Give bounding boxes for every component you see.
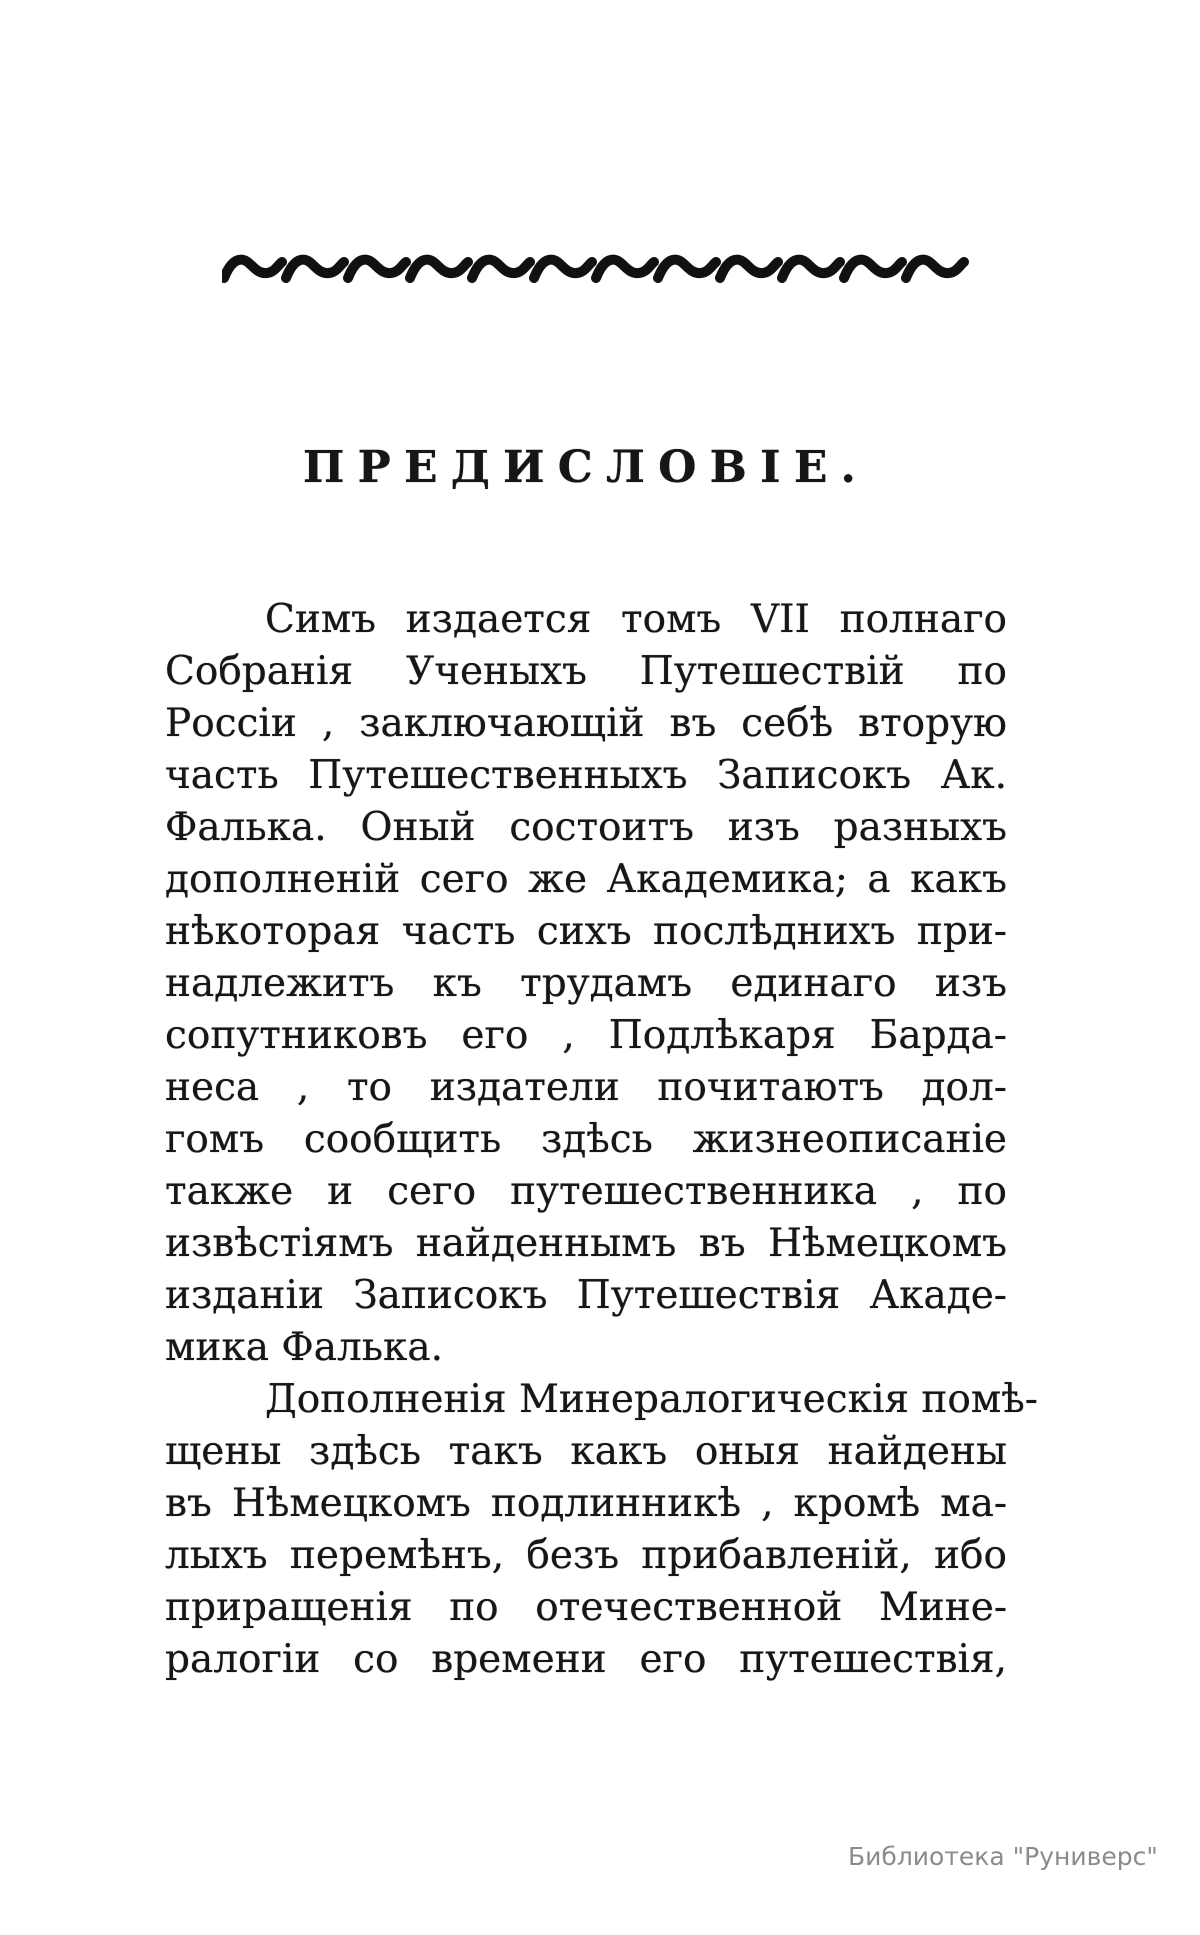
text-line: нѣкоторая часть сихъ послѣднихъ при- [165,909,1007,954]
text-line: часть Путешественныхъ Записокъ Ак. [165,753,1007,798]
text-line: Собранія Ученыхъ Путешествій по [165,649,1007,694]
text-line: изданіи Записокъ Путешествія Акаде- [165,1273,1007,1318]
text-line: щены здѣсь такъ какъ оныя найдены [165,1429,1007,1474]
text-line: сопутниковъ его , Подлѣкаря Барда- [165,1013,1007,1058]
text-line: гомъ сообщить здѣсь жизнеописаніе [165,1117,1007,1162]
text-line: Россіи , заключающій въ себѣ вторую [165,701,1007,746]
wavy-rule-svg [222,250,972,294]
library-watermark: Библиотека "Руниверс" [848,1842,1158,1871]
text-line: надлежитъ къ трудамъ единаго изъ [165,961,1007,1006]
text-line: въ Нѣмецкомъ подлинникѣ , кромѣ ма- [165,1481,1007,1526]
text-line: Фалька. Оный состоитъ изъ разныхъ [165,805,1007,850]
body-text [165,594,1038,1686]
text-line: неса , то издатели почитаютъ дол- [165,1065,1007,1110]
page-title: ПРЕДИСЛОВІЕ. [302,442,870,493]
text-line: ралогіи со времени его путешествія, [165,1637,1007,1682]
text-line: Дополненія Минералогическія помѣ- [265,1377,1038,1422]
text-line: извѣстіямъ найденнымъ въ Нѣмецкомъ [165,1221,1007,1266]
text-line: приращенія по отечественной Мине- [165,1585,1007,1630]
text-line: лыхъ перемѣнъ, безъ прибавленій, ибо [165,1533,1007,1578]
text-line: Симъ издается томъ VII полнаго [265,597,1007,642]
wavy-rule-ornament [222,250,972,294]
text-line: также и сего путешественника , по [165,1169,1007,1214]
text-line: мика Фалька. [165,1325,444,1370]
text-line: дополненій сего же Академика; а какъ [165,857,1007,902]
